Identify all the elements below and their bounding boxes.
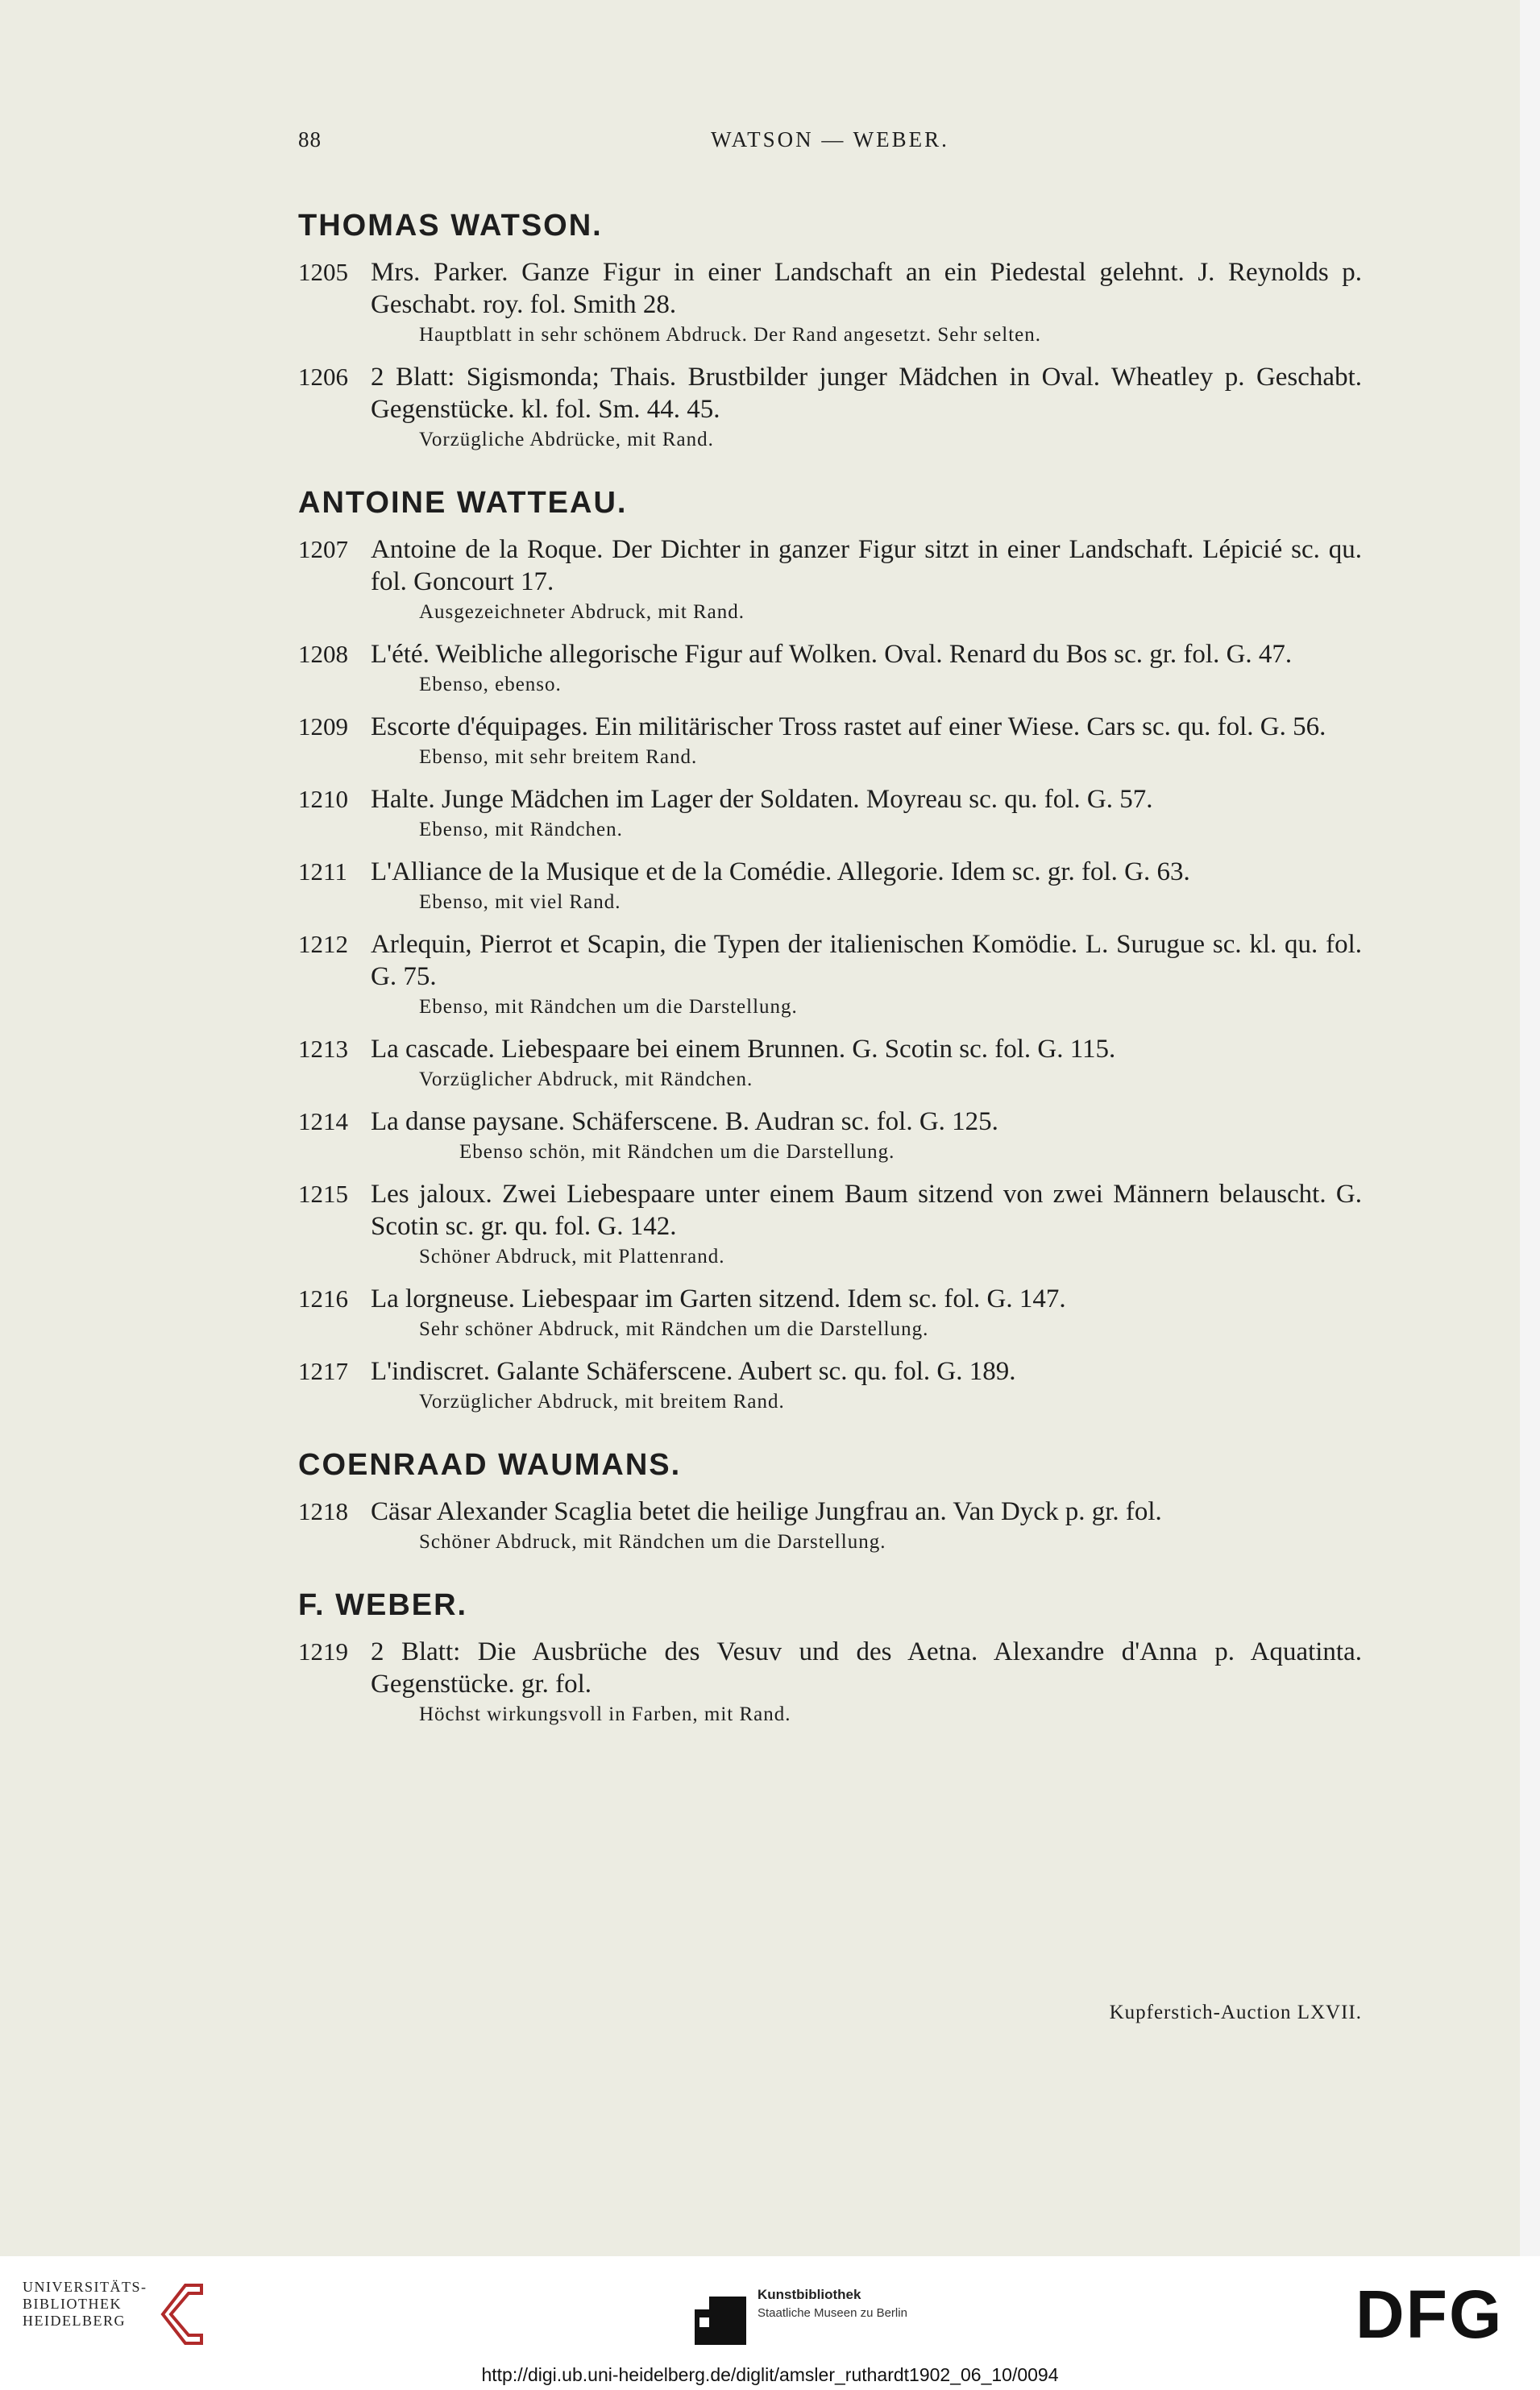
entry-note: Ebenso, mit viel Rand.: [419, 891, 621, 913]
lot-number: 1217: [298, 1357, 348, 1385]
lot-number: 1210: [298, 785, 348, 813]
lot-number: 1207: [298, 535, 348, 563]
entry-note: Hauptblatt in sehr schönem Abdruck. Der Rand angesetzt. Sehr selten.: [419, 324, 1041, 346]
entry-note: Schöner Abdruck, mit Plattenrand.: [419, 1246, 725, 1268]
catalog-entry: [298, 1636, 1362, 1728]
catalog-entry: [298, 1496, 1362, 1555]
lot-number: 1205: [298, 258, 348, 286]
catalog-entry: [298, 1283, 1362, 1342]
catalog-entry: [298, 1178, 1362, 1270]
entry-text: Escorte d'équipages. Ein militärischer Tross rastet auf einer Wiese. Cars sc. qu. fol. G. 56.: [371, 712, 1326, 741]
entry-note: Ausgezeichneter Abdruck, mit Rand.: [419, 601, 745, 623]
entry-text: La cascade. Liebespaare bei einem Brunnen. G. Scotin sc. fol. G. 115.: [371, 1035, 1116, 1064]
entry-text: Arlequin, Pierrot et Scapin, die Typen der italienischen Komödie. L. Surugue sc. kl. qu. fol. G. 75.: [371, 930, 1362, 991]
entry-note: Vorzüglicher Abdruck, mit breitem Rand.: [419, 1391, 785, 1413]
artist-heading: COENRAAD WAUMANS.: [298, 1448, 682, 1482]
entry-text: L'été. Weibliche allegorische Figur auf Wolken. Oval. Renard du Bos sc. gr. fol. G. 47.: [371, 640, 1293, 669]
artist-heading: THOMAS WATSON.: [298, 209, 603, 243]
lot-number: 1214: [298, 1107, 348, 1135]
entry-text: L'indiscret. Galante Schäferscene. Aubert sc. qu. fol. G. 189.: [371, 1357, 1016, 1386]
artist-heading: F. WEBER.: [298, 1588, 468, 1622]
lot-number: 1208: [298, 640, 348, 668]
lot-number: 1219: [298, 1637, 348, 1666]
page-number: 88: [298, 127, 322, 151]
university-library-logo[interactable]: [23, 2279, 208, 2346]
artist-heading: ANTOINE WATTEAU.: [298, 486, 628, 520]
catalog-entry: [298, 361, 1362, 453]
colophon: Kupferstich-Auction LXVII.: [1109, 2002, 1362, 2023]
lot-number: 1216: [298, 1284, 348, 1313]
scan-edge: [1520, 0, 1540, 2256]
kunstbibliothek-name: Kunstbibliothek: [758, 2287, 861, 2302]
catalog-entry: [298, 856, 1362, 915]
entry-text: 2 Blatt: Sigismonda; Thais. Brustbilder junger Mädchen in Oval. Wheatley p. Geschabt. Gegenstücke. kl. fol. Sm. 44. 45.: [371, 363, 1362, 424]
entry-text: L'Alliance de la Musique et de la Comédie. Allegorie. Idem sc. gr. fol. G. 63.: [371, 857, 1190, 886]
catalog-entry: [298, 711, 1362, 770]
entry-text: Mrs. Parker. Ganze Figur in einer Landschaft an ein Piedestal gelehnt. J. Reynolds p. Geschabt. roy. fol. Smith 28.: [371, 258, 1362, 319]
kunstbibliothek-logo-icon: [695, 2290, 746, 2348]
entry-note: Höchst wirkungsvoll in Farben, mit Rand.: [419, 1703, 791, 1725]
lot-number: 1215: [298, 1180, 348, 1208]
catalog-entry: [298, 783, 1362, 843]
catalog-entry: [298, 533, 1362, 625]
lot-number: 1218: [298, 1497, 348, 1525]
entry-note: Ebenso, mit Rändchen.: [419, 819, 623, 840]
running-head: WATSON — WEBER.: [711, 127, 949, 151]
lot-number: 1211: [298, 857, 347, 886]
catalog-content: [298, 208, 1362, 1741]
lot-number: 1206: [298, 363, 348, 391]
kunstbibliothek-subtitle: Staatliche Museen zu Berlin: [758, 2306, 907, 2320]
entry-note: Ebenso, mit sehr breitem Rand.: [419, 746, 698, 768]
lot-number: 1213: [298, 1035, 348, 1063]
page-header: [298, 127, 1362, 160]
entry-text: Antoine de la Roque. Der Dichter in ganzer Figur sitzt in einer Landschaft. Lépicié sc. qu. fol. Goncourt 17.: [371, 535, 1362, 596]
university-name-line: BIBLIOTHEK: [23, 2296, 122, 2312]
catalog-entry: [298, 256, 1362, 348]
catalog-entry: [298, 1106, 1362, 1165]
entry-note: Schöner Abdruck, mit Rändchen um die Darstellung.: [419, 1531, 886, 1553]
entry-text: La danse paysane. Schäferscene. B. Audran sc. fol. G. 125.: [371, 1107, 998, 1136]
viewer-footer: [0, 2256, 1540, 2390]
page-url[interactable]: http://digi.ub.uni-heidelberg.de/diglit/amsler_ruthardt1902_06_10/0094: [481, 2364, 1059, 2385]
entry-text: Halte. Junge Mädchen im Lager der Soldaten. Moyreau sc. qu. fol. G. 57.: [371, 785, 1153, 814]
entry-note: Sehr schöner Abdruck, mit Rändchen um die Darstellung.: [419, 1318, 929, 1340]
entry-text: Cäsar Alexander Scaglia betet die heilige Jungfrau an. Van Dyck p. gr. fol.: [371, 1497, 1162, 1526]
entry-text: La lorgneuse. Liebespaar im Garten sitzend. Idem sc. fol. G. 147.: [371, 1284, 1066, 1313]
catalog-entry: [298, 1033, 1362, 1093]
catalog-entry: [298, 638, 1362, 698]
entry-note: Ebenso schön, mit Rändchen um die Darstellung.: [459, 1141, 895, 1163]
university-mark-icon: [153, 2282, 205, 2346]
entry-note: Ebenso, mit Rändchen um die Darstellung.: [419, 996, 798, 1018]
entry-note: Vorzüglicher Abdruck, mit Rändchen.: [419, 1068, 753, 1090]
catalog-entry: [298, 1355, 1362, 1415]
entry-text: Les jaloux. Zwei Liebespaare unter einem Baum sitzend von zwei Männern belauscht. G. Scotin sc. gr. qu. fol. G. 142.: [371, 1180, 1362, 1241]
lot-number: 1209: [298, 712, 348, 741]
lot-number: 1212: [298, 930, 348, 958]
entry-note: Vorzügliche Abdrücke, mit Rand.: [419, 429, 714, 450]
entry-note: Ebenso, ebenso.: [419, 674, 562, 695]
catalog-entry: [298, 928, 1362, 1020]
dfg-logo[interactable]: DFG: [1355, 2276, 1504, 2352]
university-name-line: HEIDELBERG: [23, 2313, 126, 2329]
entry-text: 2 Blatt: Die Ausbrüche des Vesuv und des Aetna. Alexandre d'Anna p. Aquatinta. Gegenstücke. gr. fol.: [371, 1637, 1362, 1699]
university-name-line: UNIVERSITÄTS-: [23, 2279, 147, 2295]
